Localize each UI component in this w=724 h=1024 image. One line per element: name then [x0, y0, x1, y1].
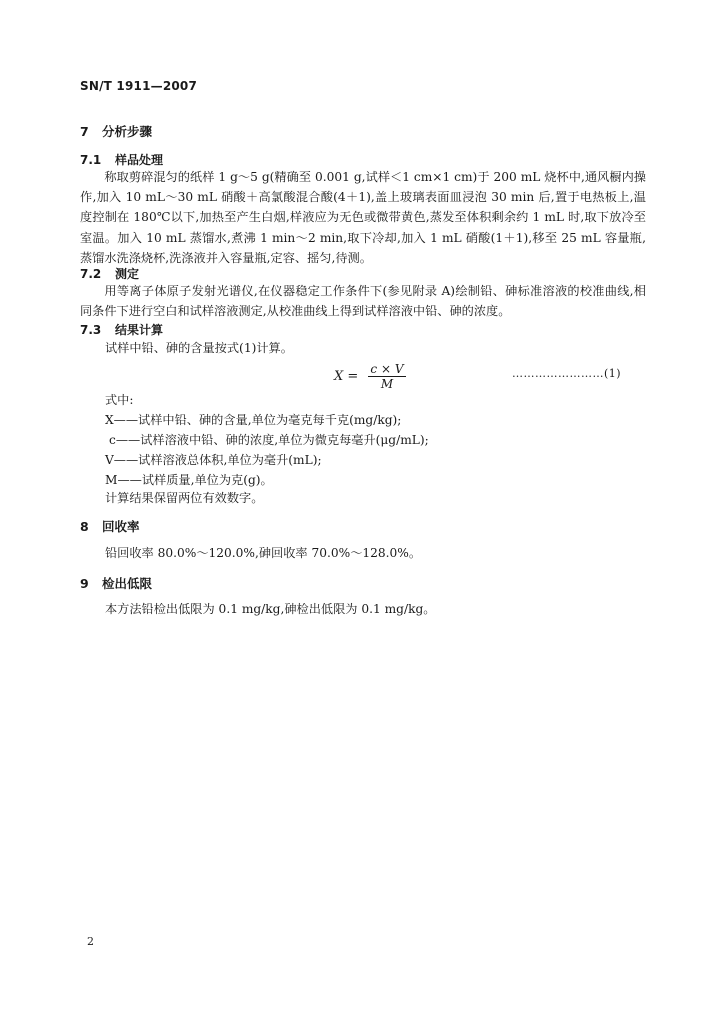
section-8-heading — [80, 517, 140, 535]
section-9-heading — [80, 574, 152, 592]
section-7-heading — [80, 122, 152, 140]
section-number: 7.3 — [80, 323, 102, 337]
detection-limit-text: 本方法铅检出低限为 0.1 mg/kg,砷检出低限为 0.1 mg/kg。 — [105, 602, 436, 616]
equation-number: ……………………(1) — [512, 367, 622, 380]
formula-lhs: X = — [334, 369, 359, 384]
formula-1 — [334, 362, 406, 391]
section-title: 分析步骤 — [102, 124, 153, 139]
section-title: 检出低限 — [102, 576, 153, 591]
measurement-paragraph: 用等离子体原子发射光谱仪,在仪器稳定工作条件下(参见附录 A)绘制铅、砷标准溶液的校准曲线,相同条件下进行空白和试样溶液测定,从校准曲线上得到试样溶液中铅、砷的浓度。 — [80, 284, 646, 319]
section-number: 9 — [80, 576, 89, 591]
definition-item: V——试样溶液总体积,单位为毫升(mL); — [105, 453, 322, 467]
recovery-text: 铅回收率 80.0%～120.0%,砷回收率 70.0%～128.0%。 — [105, 546, 422, 560]
section-number: 7 — [80, 124, 89, 139]
definition-item: M——试样质量,单位为克(g)。 — [105, 473, 273, 487]
section-title: 样品处理 — [115, 153, 164, 167]
section-number: 8 — [80, 519, 89, 534]
formula-numerator: c × V — [370, 362, 404, 376]
formula-fraction — [368, 362, 405, 391]
section-number: 7.2 — [80, 267, 102, 281]
section-title: 回收率 — [102, 519, 140, 534]
section-7-3-heading — [80, 321, 163, 338]
calculation-intro: 试样中铅、砷的含量按式(1)计算。 — [105, 341, 293, 355]
definition-item: X——试样中铅、砷的含量,单位为毫克每千克(mg/kg); — [105, 413, 402, 427]
section-number: 7.1 — [80, 153, 102, 167]
standard-number: SN/T 1911—2007 — [80, 79, 198, 93]
section-7-2-heading — [80, 265, 139, 282]
section-7-1-heading — [80, 151, 163, 168]
where-label: 式中: — [105, 393, 134, 407]
section-title: 测定 — [115, 267, 140, 281]
definition-item: c——试样溶液中铅、砷的浓度,单位为微克每毫升(μg/mL); — [109, 433, 429, 447]
page-number: 2 — [87, 935, 94, 948]
significant-digits-note: 计算结果保留两位有效数字。 — [105, 491, 264, 505]
section-title: 结果计算 — [115, 323, 164, 337]
formula-denominator: M — [380, 377, 394, 391]
sample-treatment-paragraph: 称取剪碎混匀的纸样 1 g～5 g(精确至 0.001 g,试样＜1 cm×1 cm)于 200 mL 烧杯中,通风橱内操作,加入 10 mL～30 mL 硝酸＋高氯酸混合酸(4＋1),盖上玻璃表面皿浸泡 30 min 后,置于电热板上,温度控制在 180℃以下,加热至产生白烟,样液应为无色或微带黄色,蒸发至体积剩余约 1 mL 时,取下放冷至室温。加入 10 mL 蒸馏水,煮沸 1 min～2 min,取下冷却,加入 1 mL 硝酸(1＋1),移至 25 mL 容量瓶,蒸馏水洗涤烧杯,洗涤液并入容量瓶,定容、摇匀,待测。 — [80, 170, 646, 265]
